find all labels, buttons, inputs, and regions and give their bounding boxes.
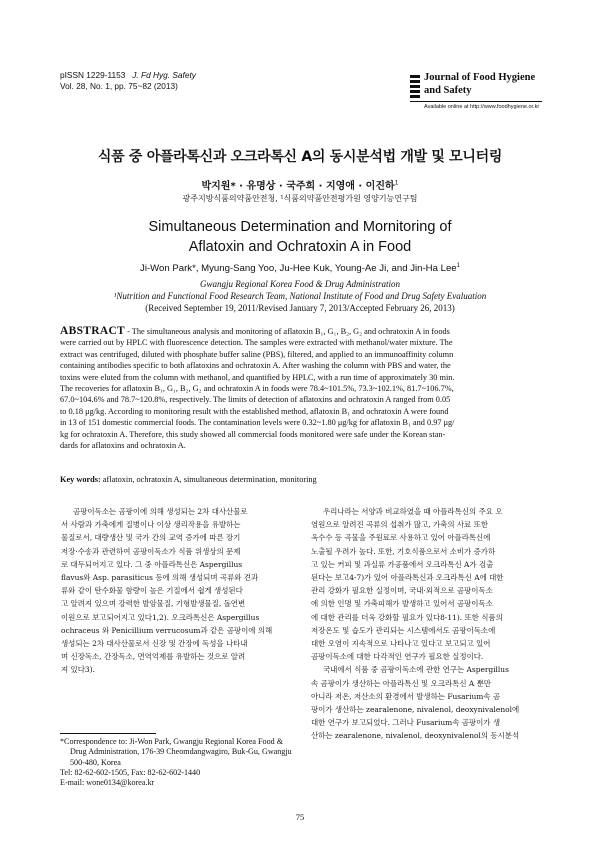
- body-line: 저장·수송과 관련하여 곰팡이독소가 식품 위생상의 문제: [61, 546, 241, 556]
- body-line: 속 곰팡이가 생산하는 아플라톡신 및 오크라톡신 A 뿐만: [311, 678, 491, 688]
- body-line: 대한 연구가 보고되었다. 그러나 Fusarium속 곰팡이가 생: [311, 718, 501, 728]
- body-line: 관리 강화가 필요한 실정이며, 국내·외적으로 곰팡이독소: [311, 586, 493, 596]
- masthead-divider: [410, 101, 542, 102]
- body-line: 로 대두되어지고 있다. 그 중 아플라톡신은 Aspergillus: [61, 559, 243, 569]
- page-number: 75: [295, 812, 305, 822]
- body-line: 이원으로 보고되어지고 있다1,2). 오크라톡신은 Aspergillus: [61, 612, 260, 622]
- authors-korean: 박지원* · 유명상 · 국주희 · 지영애 · 이진하$^1$: [201, 179, 399, 192]
- body-line: 우리나라는 서양과 비교하였을 때 아플라톡신의 주요 오: [323, 507, 503, 516]
- body-line: 서 사람과 가축에게 질병이나 이상 생리작용을 유발하는: [61, 520, 241, 530]
- authors-english: Ji-Won Park*, Myung-Sang Yoo, Ju-Hee Kuk, Young-Ae Ji, and Jin-Ha Lee$^1$: [140, 263, 460, 275]
- journal-citation: [60, 70, 196, 91]
- body-line: ochraceus 와 Penicillium verrucosum과 같은 곰팡이에 의해: [61, 625, 273, 635]
- body-column-right: [311, 505, 539, 743]
- abstract: ABSTRACT - The simultaneous analysis and monitoring of aflatoxin B₁, G₁, B₂, G₂ and ochratoxin A in foods were carried out by HPLC with fluorescence detection. The samples were extracted with methanol/water mixture. The extract was centrifuged, diluted with phosphate buffer saline (PBS), filtered, and applied to an immunoaffinity column containing antibodies specific to both aflatoxins and ochratoxin A. After washing the column with PBS and water, the toxins were eluted from the column with methanol, and quantified by HPLC, with a run time of approximately 30 min. The recoveries for aflatoxin B₁, G₁, B₂, G₂ and ochratoxin A in foods were 78.4~101.5%, 73.3~102.1%, 81.7~106.7%, 67.0~104.6% and 78.7~120.8%, respectively. The limits of detection of aflatoxins and ochratoxin A ranged from 0.05 to 0.18 μg/kg. According to monitoring result with the established method, aflatoxin B₁ and ochratoxin A were found in 13 of 151 domestic commercial foods. The contamination levels were 0.32~1.80 μg/kg for aflatoxin B₁ and 0.97 μg/ kg for ochratoxin A. Therefore, this study showed all commercial foods monitored were safe under the Korean stan- dards for aflatoxins and ochratoxin A.: [60, 325, 455, 451]
- journal-abbrev: J. Fd Hyg. Safety: [132, 70, 196, 80]
- body-line: 에 의한 인명 및 가축피해가 발생하고 있어서 곰팡이독소: [311, 599, 493, 609]
- body-line: 국내에서 식품 중 곰팡이독소에 관한 연구는 Aspergillus: [323, 665, 509, 675]
- abstract-label: ABSTRACT: [60, 325, 126, 337]
- body-line: 며 신장독소, 간장독소, 면역억제를 유발하는 것으로 알려: [61, 652, 246, 662]
- body-line: 에 대한 관리를 더욱 강화할 필요가 있다8-11). 또한 식품의: [311, 612, 503, 622]
- title-korean: 식품 중 아플라톡신과 오크라톡신 A의 동시분석법 개발 및 모니터링: [97, 149, 503, 165]
- body-line: 옥수수 등 곡물을 주원료로 사용하고 있어 아플라톡신에: [311, 533, 491, 543]
- body-line: 생성되는 2차 대사산물로서 신장 및 간장에 독성을 나타내: [61, 639, 248, 649]
- keywords: Key words: aflatoxin, ochratoxin A, simultaneous determination, monitoring: [60, 475, 317, 484]
- body-line: 염원으로 알려진 곡류의 섭취가 많고, 가축의 사료 또한: [311, 520, 488, 530]
- body-line: 물질로서, 대량생산 및 국가 간의 교역 증가에 따른 장기: [61, 533, 241, 543]
- body-line: 산하는 zearalenone, nivalenol, deoxynivalenol의 동시분석: [311, 731, 520, 741]
- body-line: 류와 같이 탄수화물 함량이 높은 기질에서 쉽게 생성된다: [61, 586, 243, 596]
- body-line: 된다는 보고4-7)가 있어 아플라톡신과 오크라톡신 A에 대한: [311, 573, 504, 583]
- issn-line: pISSN 1229-1153 J. Fd Hyg. Safety: [60, 70, 196, 80]
- journal-title: Journal of Food Hygiene and Safety: [424, 72, 536, 96]
- body-line: 고 있는 커피 및 과실류 가공품에서 오크라톡신 A가 검출: [311, 559, 494, 569]
- body-line: 져 있다3).: [61, 665, 95, 675]
- body-line: 노출될 우려가 높다. 또한, 기호식품으로서 소비가 증가하: [311, 546, 496, 556]
- body-line: flavus와 Asp. parasiticus 등에 의해 생성되며 곡류와 견과: [61, 573, 259, 583]
- body-line: 곰팡이독소는 곰팡이에 의해 생성되는 2차 대사산물로: [73, 507, 248, 516]
- volume-line: Vol. 28, No. 1, pp. 75~82 (2013): [60, 80, 178, 91]
- body-line: 고 알려져 있으며 강력한 발암물질, 기형발생물질, 돌연변: [61, 599, 246, 609]
- body-column-left: [61, 505, 289, 677]
- body-line: 저장온도 및 습도가 관리되는 시스템에서도 곰팡이독소에: [311, 625, 496, 635]
- body-line: 아니라 저온, 저산소의 환경에서 발생하는 Fusarium속 곰: [311, 691, 501, 701]
- correspondence-email: E-mail: wone0134@korea.kr: [60, 778, 155, 788]
- affiliation-english: Gwangju Regional Korea Food & Drug Administration ¹Nutrition and Functional Food Research Team, National Institute of Food and Drug Safety Evaluation: [113, 279, 487, 301]
- journal-url: Available online at http://www.foodhygiene.or.kr: [424, 104, 540, 110]
- correspondence-footnote: *Correspondence to: Ji-Won Park, Gwangju Regional Korea Food & Drug Administration, 176-39 Cheomdangwagiro, Buk-Gu, Gwangju 500-480, Korea Tel: 82-62-602-1505, Fax: 82-62-602-1440 E-mail: wone0134@korea.kr: [60, 737, 292, 788]
- affiliation-korean: 광주지방식품의약품안전청, ¹식품의약품안전평가원 영양기능연구팀: [182, 194, 418, 203]
- body-line: 곰팡이독소에 대한 다각적인 연구가 필요한 실정이다.: [311, 652, 484, 662]
- journal-logo-icon: [410, 75, 420, 99]
- footnote-divider: [60, 733, 156, 734]
- body-line: 팡이가 생산하는 zearalenone, nivalenol, deoxynivalenol에: [311, 705, 520, 715]
- body-line: 대한 오염이 지속적으로 나타나고 있다고 보고되고 있어: [311, 639, 491, 649]
- title-english: Simultaneous Determination and Mornitoring of Aflatoxin and Ochratoxin A in Food: [148, 219, 452, 255]
- received-dates: (Received September 19, 2011/Revised January 7, 2013/Accepted February 26, 2013): [145, 303, 455, 313]
